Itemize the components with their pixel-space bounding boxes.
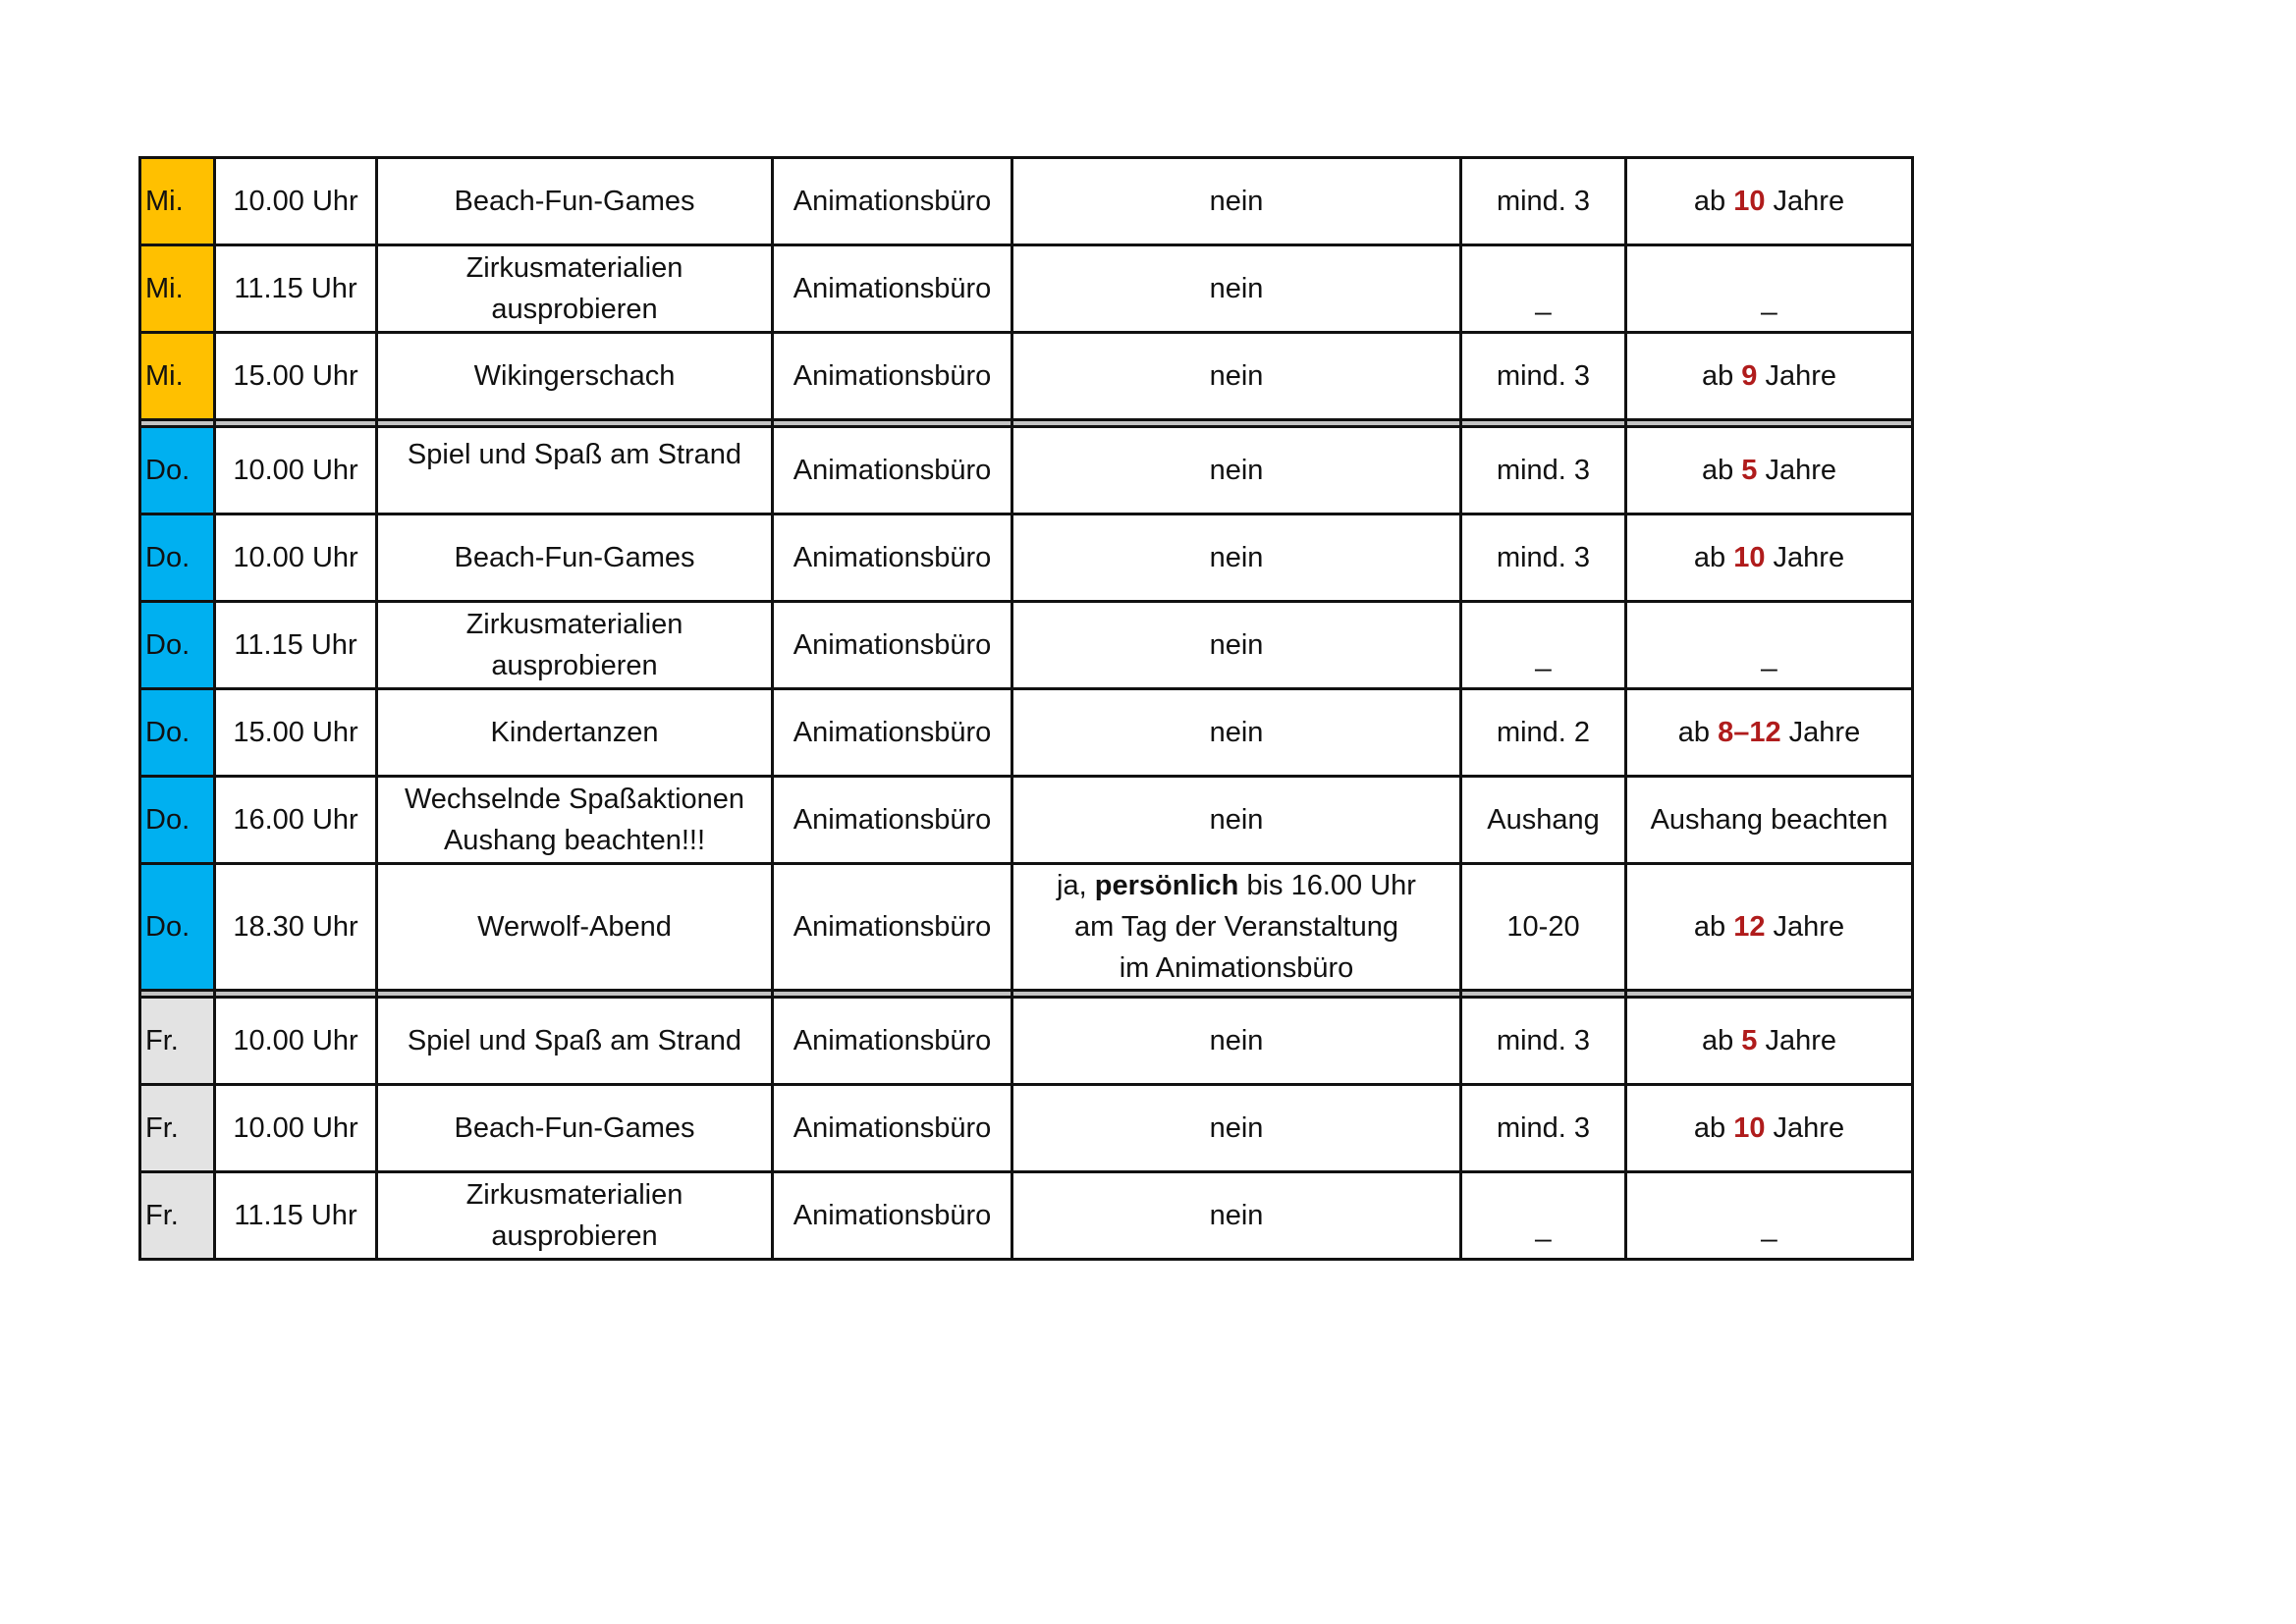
table-row xyxy=(140,158,1913,245)
age-prefix: ab xyxy=(1693,186,1734,217)
table-row xyxy=(140,602,1913,689)
age-prefix: ab xyxy=(1701,455,1742,486)
table-row xyxy=(140,1085,1913,1172)
age-cell xyxy=(1626,333,1913,420)
day-cell: Do. xyxy=(140,514,215,602)
day-cell: Fr. xyxy=(140,998,215,1085)
table-row xyxy=(140,514,1913,602)
day-separator xyxy=(140,991,1913,998)
participants-cell: mind. 3 xyxy=(1461,1085,1626,1172)
activity-cell xyxy=(377,602,773,689)
day-cell: Mi. xyxy=(140,333,215,420)
age-cell xyxy=(1626,158,1913,245)
day-cell: Do. xyxy=(140,864,215,991)
age-suffix: Jahre xyxy=(1765,542,1845,573)
time-cell: 11.15 Uhr xyxy=(215,245,377,333)
activity-cell xyxy=(377,158,773,245)
activity-cell xyxy=(377,689,773,777)
day-cell: Mi. xyxy=(140,158,215,245)
time-cell: 10.00 Uhr xyxy=(215,158,377,245)
time-cell: 11.15 Uhr xyxy=(215,602,377,689)
participants-cell: mind. 3 xyxy=(1461,514,1626,602)
location-cell: Animationsbüro xyxy=(773,864,1012,991)
registration-line: im Animationsbüro xyxy=(1119,952,1354,984)
activity-line: Zirkusmaterialien xyxy=(465,252,683,284)
registration-cell: nein xyxy=(1012,689,1461,777)
participants-cell: mind. 3 xyxy=(1461,427,1626,514)
time-cell: 10.00 Uhr xyxy=(215,1085,377,1172)
registration-pre: ja, xyxy=(1057,870,1095,901)
age-dash: _ xyxy=(1761,641,1777,673)
registration-cell: nein xyxy=(1012,602,1461,689)
time-cell: 10.00 Uhr xyxy=(215,514,377,602)
activity-line: ausprobieren xyxy=(491,650,658,681)
location-cell: Animationsbüro xyxy=(773,514,1012,602)
registration-cell: nein xyxy=(1012,777,1461,864)
registration-cell: nein xyxy=(1012,514,1461,602)
participants-dash: _ xyxy=(1535,1212,1552,1243)
time-cell: 10.00 Uhr xyxy=(215,427,377,514)
activity-line: Zirkusmaterialien xyxy=(465,1179,683,1211)
day-cell: Do. xyxy=(140,427,215,514)
age-suffix: Jahre xyxy=(1757,455,1837,486)
age-cell xyxy=(1626,427,1913,514)
age-value: 9 xyxy=(1741,360,1758,392)
age-cell: Aushang beachten xyxy=(1626,777,1913,864)
table-row xyxy=(140,864,1913,991)
participants-cell xyxy=(1461,1172,1626,1260)
time-cell: 15.00 Uhr xyxy=(215,689,377,777)
age-suffix: Jahre xyxy=(1765,1112,1845,1144)
registration-cell: nein xyxy=(1012,245,1461,333)
activity-cell xyxy=(377,1172,773,1260)
age-value: 8–12 xyxy=(1718,717,1781,748)
day-separator xyxy=(140,420,1913,427)
age-cell xyxy=(1626,864,1913,991)
participants-cell xyxy=(1461,245,1626,333)
registration-line xyxy=(1019,865,1453,906)
participants-dash: _ xyxy=(1535,285,1552,316)
activity-line: ausprobieren xyxy=(491,1220,658,1252)
activity-line: ausprobieren xyxy=(491,294,658,325)
age-cell xyxy=(1626,998,1913,1085)
participants-cell: 10-20 xyxy=(1461,864,1626,991)
activity-cell xyxy=(377,245,773,333)
participants-cell: mind. 3 xyxy=(1461,158,1626,245)
location-cell: Animationsbüro xyxy=(773,158,1012,245)
time-cell: 15.00 Uhr xyxy=(215,333,377,420)
registration-cell xyxy=(1012,864,1461,991)
table-row xyxy=(140,689,1913,777)
age-cell xyxy=(1626,1085,1913,1172)
location-cell: Animationsbüro xyxy=(773,1085,1012,1172)
age-value: 5 xyxy=(1741,1025,1758,1056)
age-value: 10 xyxy=(1733,186,1766,217)
participants-dash: _ xyxy=(1535,641,1552,673)
activity-cell xyxy=(377,998,773,1085)
location-cell: Animationsbüro xyxy=(773,427,1012,514)
activity-line: Spiel und Spaß am Strand xyxy=(407,1025,742,1056)
age-cell xyxy=(1626,514,1913,602)
age-cell xyxy=(1626,245,1913,333)
registration-cell: nein xyxy=(1012,158,1461,245)
activity-line: Werwolf-Abend xyxy=(477,911,672,943)
day-cell: Do. xyxy=(140,689,215,777)
registration-cell: nein xyxy=(1012,333,1461,420)
age-value: 10 xyxy=(1733,542,1766,573)
location-cell: Animationsbüro xyxy=(773,1172,1012,1260)
age-value: 12 xyxy=(1733,911,1766,943)
activity-line: Beach-Fun-Games xyxy=(454,1112,695,1144)
location-cell: Animationsbüro xyxy=(773,602,1012,689)
registration-cell: nein xyxy=(1012,1172,1461,1260)
age-prefix: ab xyxy=(1693,911,1734,943)
activity-line: Kindertanzen xyxy=(490,717,659,748)
age-prefix: ab xyxy=(1677,717,1719,748)
activity-line: Beach-Fun-Games xyxy=(454,186,695,217)
registration-line: am Tag der Veranstaltung xyxy=(1074,911,1398,943)
location-cell: Animationsbüro xyxy=(773,333,1012,420)
time-cell: 18.30 Uhr xyxy=(215,864,377,991)
registration-post: bis 16.00 Uhr xyxy=(1238,870,1416,901)
age-dash: _ xyxy=(1761,1212,1777,1243)
table-row xyxy=(140,998,1913,1085)
location-cell: Animationsbüro xyxy=(773,689,1012,777)
time-cell: 16.00 Uhr xyxy=(215,777,377,864)
age-suffix: Jahre xyxy=(1757,360,1837,392)
age-suffix: Jahre xyxy=(1780,717,1861,748)
day-cell: Fr. xyxy=(140,1172,215,1260)
age-prefix: ab xyxy=(1693,1112,1734,1144)
age-prefix: ab xyxy=(1701,1025,1742,1056)
activity-line: Zirkusmaterialien xyxy=(465,609,683,640)
age-cell xyxy=(1626,602,1913,689)
participants-cell xyxy=(1461,602,1626,689)
participants-cell: mind. 3 xyxy=(1461,333,1626,420)
time-cell: 10.00 Uhr xyxy=(215,998,377,1085)
activity-cell xyxy=(377,514,773,602)
table-row xyxy=(140,777,1913,864)
table-row xyxy=(140,245,1913,333)
location-cell: Animationsbüro xyxy=(773,998,1012,1085)
registration-bold: persönlich xyxy=(1094,870,1239,901)
activity-line: Wechselnde Spaßaktionen xyxy=(404,784,745,815)
age-value: 5 xyxy=(1741,455,1758,486)
age-value: 10 xyxy=(1733,1112,1766,1144)
day-cell: Mi. xyxy=(140,245,215,333)
activity-line: Spiel und Spaß am Strand xyxy=(407,439,742,470)
participants-cell: Aushang xyxy=(1461,777,1626,864)
activity-line: Aushang beachten!!! xyxy=(443,825,706,856)
activity-cell xyxy=(377,864,773,991)
age-prefix: ab xyxy=(1701,360,1742,392)
participants-cell: mind. 2 xyxy=(1461,689,1626,777)
table-row xyxy=(140,1172,1913,1260)
activity-cell xyxy=(377,427,773,514)
location-cell: Animationsbüro xyxy=(773,777,1012,864)
age-suffix: Jahre xyxy=(1765,186,1845,217)
registration-cell: nein xyxy=(1012,998,1461,1085)
age-prefix: ab xyxy=(1693,542,1734,573)
registration-cell: nein xyxy=(1012,1085,1461,1172)
day-cell: Do. xyxy=(140,777,215,864)
table-row xyxy=(140,333,1913,420)
day-cell: Fr. xyxy=(140,1085,215,1172)
activity-line: Wikingerschach xyxy=(473,360,676,392)
age-cell xyxy=(1626,689,1913,777)
table-row xyxy=(140,427,1913,514)
age-suffix: Jahre xyxy=(1765,911,1845,943)
day-cell: Do. xyxy=(140,602,215,689)
activity-schedule-table xyxy=(138,156,1914,1261)
time-cell: 11.15 Uhr xyxy=(215,1172,377,1260)
activity-cell xyxy=(377,333,773,420)
age-dash: _ xyxy=(1761,285,1777,316)
activity-cell xyxy=(377,777,773,864)
age-suffix: Jahre xyxy=(1757,1025,1837,1056)
registration-cell: nein xyxy=(1012,427,1461,514)
activity-line: Beach-Fun-Games xyxy=(454,542,695,573)
participants-cell: mind. 3 xyxy=(1461,998,1626,1085)
location-cell: Animationsbüro xyxy=(773,245,1012,333)
age-cell xyxy=(1626,1172,1913,1260)
activity-cell xyxy=(377,1085,773,1172)
